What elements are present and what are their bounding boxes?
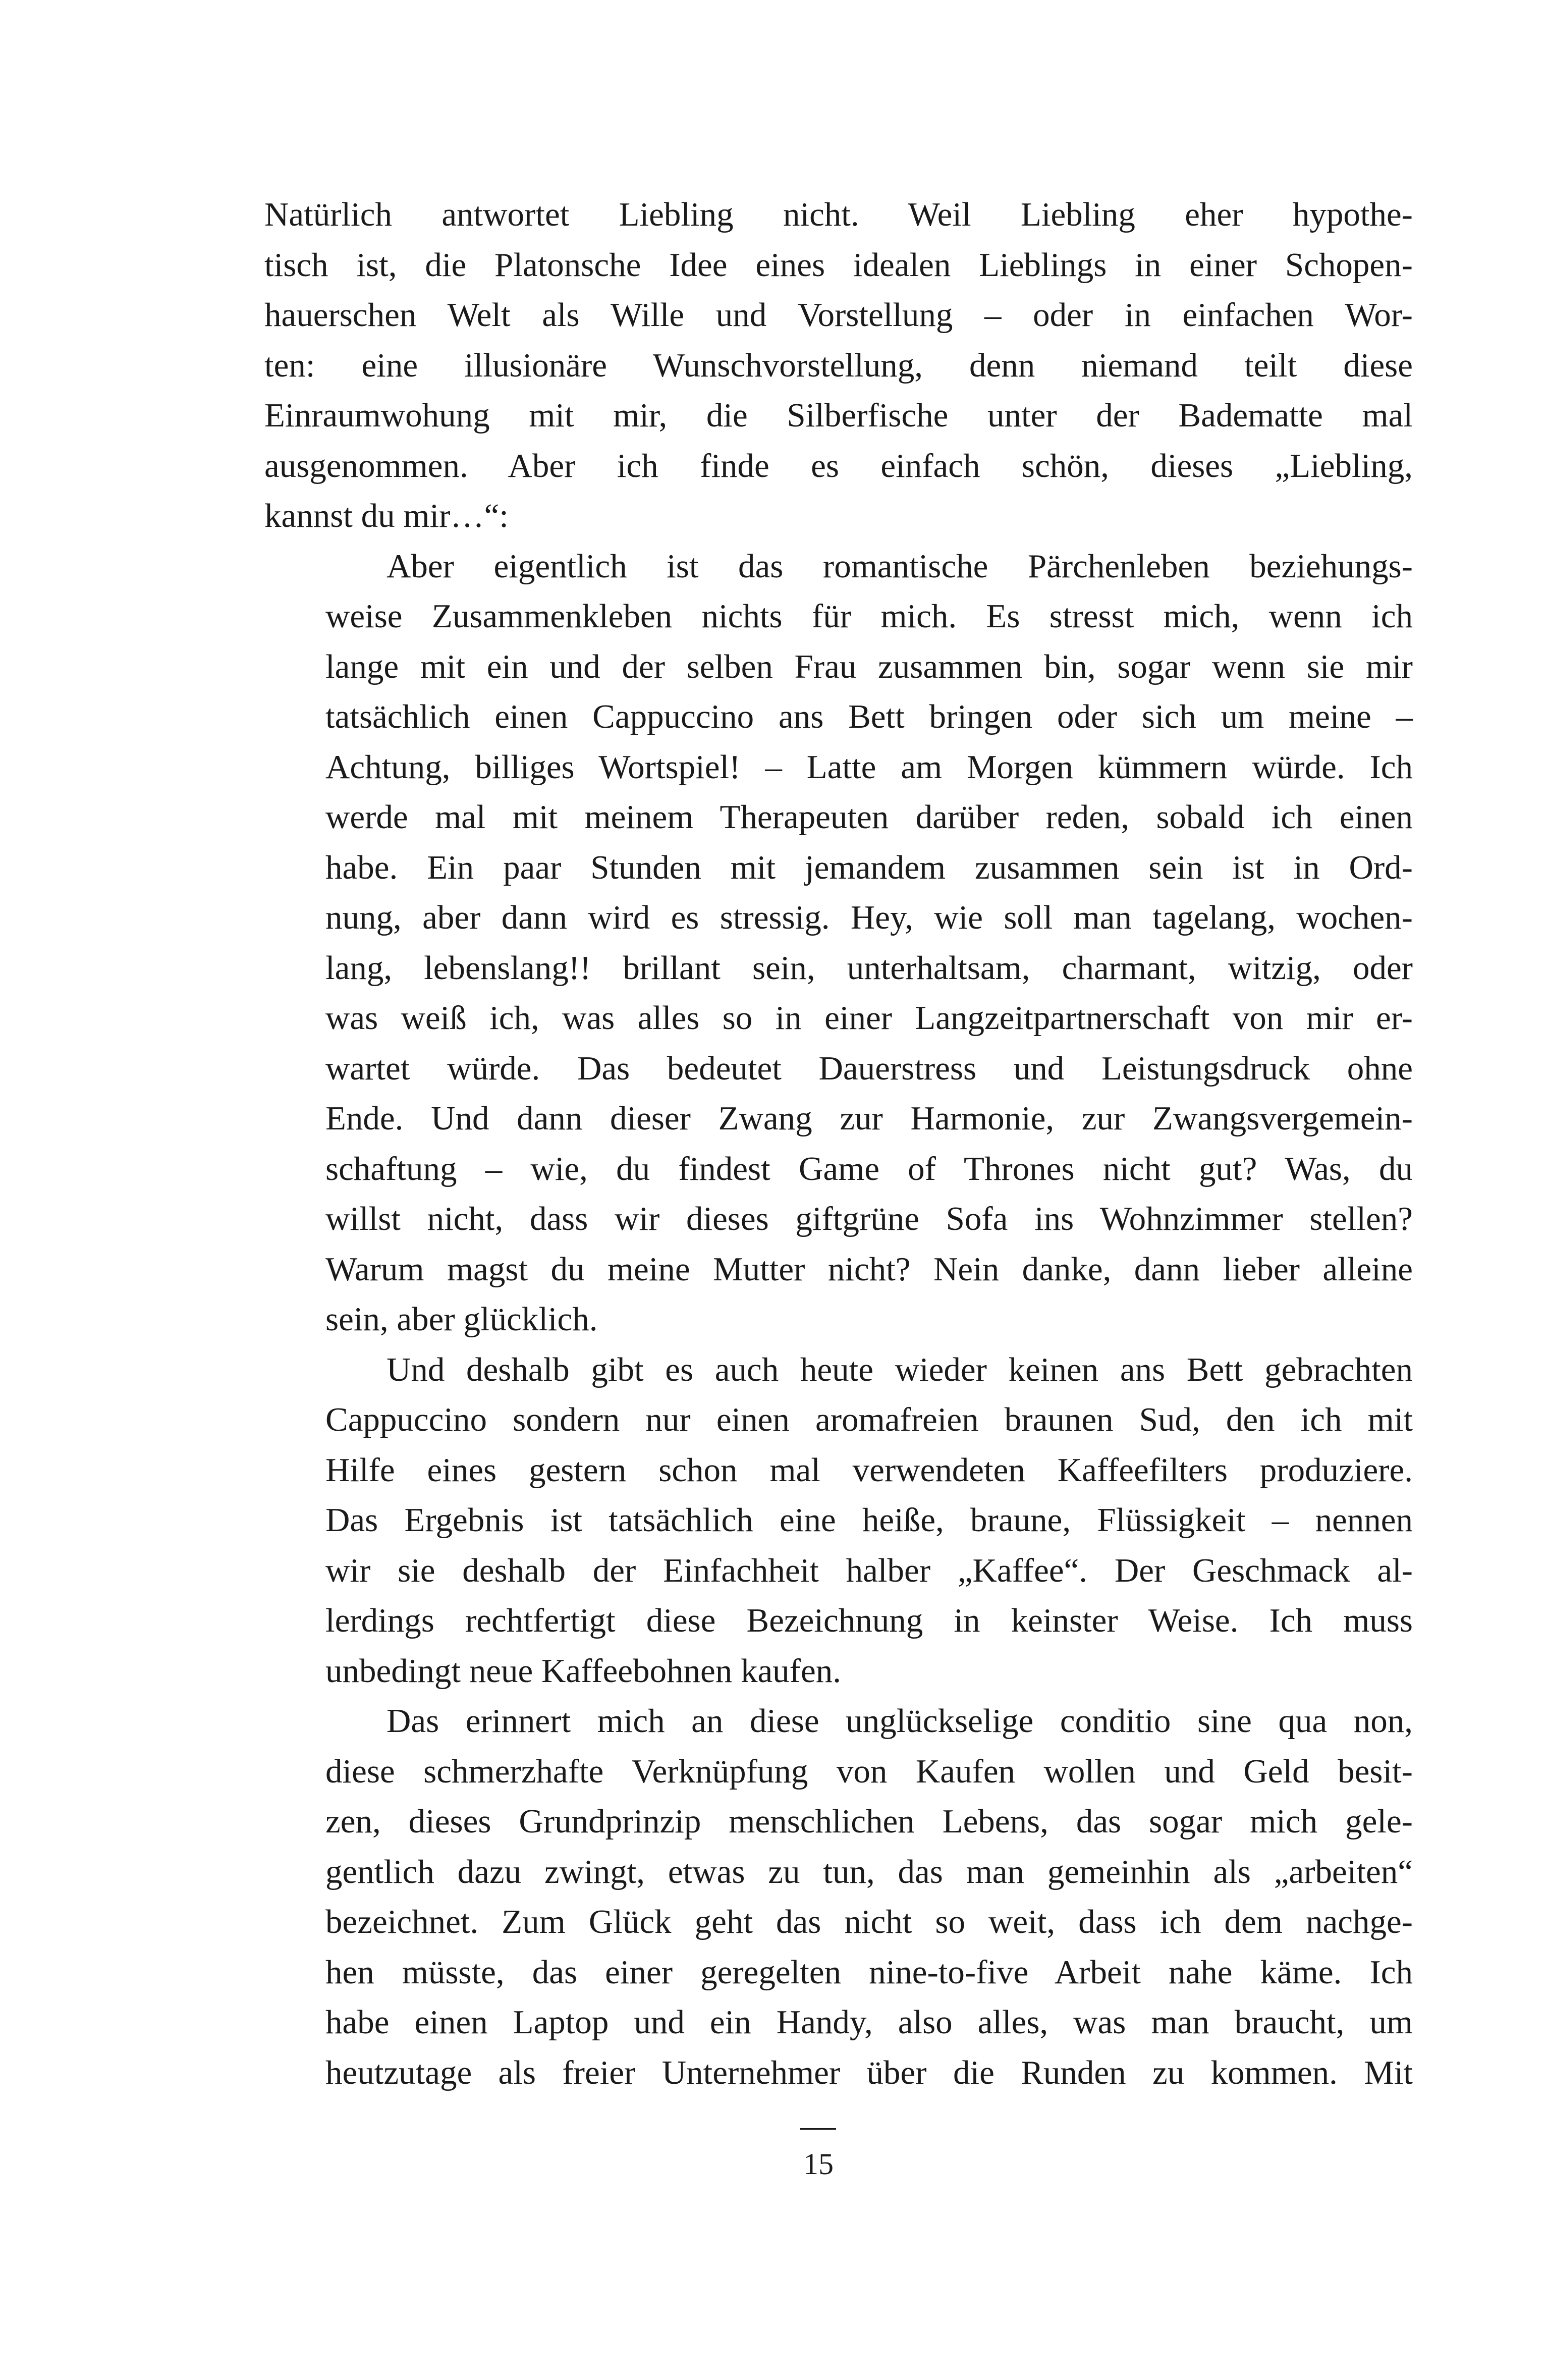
text-line: tisch ist, die Platonsche Idee eines idealen Lieblings in einer Schopen- — [264, 246, 1413, 284]
text-line: gentlich dazu zwingt, etwas zu tun, das man gemeinhin als „arbeiten“ — [325, 1853, 1413, 1890]
text-line: bezeichnet. Zum Glück geht das nicht so weit, dass ich dem nachge- — [325, 1903, 1413, 1940]
text-line: lange mit ein und der selben Frau zusammen bin, sogar wenn sie mir — [325, 647, 1413, 685]
text-line: Ende. Und dann dieser Zwang zur Harmonie, zur Zwangsvergemein- — [325, 1100, 1413, 1137]
paragraph-2 — [264, 542, 1413, 1345]
text-line: habe einen Laptop und ein Handy, also alles, was man braucht, um — [325, 2004, 1413, 2041]
text-line: hen müsste, das einer geregelten nine-to-five Arbeit nahe käme. Ich — [325, 1953, 1413, 1991]
text-line: zen, dieses Grundprinzip menschlichen Lebens, das sogar mich gele- — [325, 1803, 1413, 1840]
text-line: heutzutage als freier Unternehmer über die Runden zu kommen. Mit — [325, 2053, 1413, 2091]
text-line: nung, aber dann wird es stressig. Hey, wie soll man tagelang, wochen- — [325, 899, 1413, 936]
text-line: was weiß ich, was alles so in einer Langzeitpartnerschaft von mir er- — [325, 999, 1413, 1037]
text-line: diese schmerzhafte Verknüpfung von Kaufen wollen und Geld besit- — [325, 1752, 1413, 1790]
page-number-rule — [800, 2128, 836, 2130]
paragraph-4 — [264, 1696, 1413, 2098]
text-line: willst nicht, dass wir dieses giftgrüne Sofa ins Wohnzimmer stellen? — [325, 1200, 1413, 1237]
text-line: Cappuccino sondern nur einen aromafreien braunen Sud, den ich mit — [325, 1401, 1413, 1438]
text-line: wir sie deshalb der Einfachheit halber „Kaffee“. Der Geschmack al- — [325, 1551, 1413, 1589]
text-line: kannst du mir…“: — [264, 497, 509, 534]
text-line: ausgenommen. Aber ich finde es einfach schön, dieses „Liebling, — [264, 447, 1413, 484]
text-line: werde mal mit meinem Therapeuten darüber reden, sobald ich einen — [325, 798, 1413, 836]
paragraph-1 — [264, 190, 1413, 542]
text-line: hauerschen Welt als Wille und Vorstellung – oder in einfachen Wor- — [264, 296, 1413, 334]
text-line: lerdings rechtfertigt diese Bezeichnung in keinster Weise. Ich muss — [325, 1602, 1413, 1639]
text-line: weise Zusammenkleben nichts für mich. Es stresst mich, wenn ich — [325, 598, 1413, 635]
text-line: unbedingt neue Kaffeebohnen kaufen. — [325, 1652, 841, 1690]
text-line: Aber eigentlich ist das romantische Pärchenleben beziehungs- — [386, 547, 1413, 585]
paragraph-3 — [264, 1345, 1413, 1697]
text-line: Hilfe eines gestern schon mal verwendeten Kaffeefilters produziere. — [325, 1451, 1413, 1489]
page-number: 15 — [803, 2147, 834, 2181]
text-line: ten: eine illusionäre Wunschvorstellung, denn niemand teilt diese — [264, 346, 1413, 384]
text-line: Und deshalb gibt es auch heute wieder keinen ans Bett gebrachten — [386, 1350, 1413, 1388]
text-line: sein, aber glücklich. — [325, 1301, 598, 1338]
text-line: schaftung – wie, du findest Game of Thrones nicht gut? Was, du — [325, 1150, 1413, 1187]
text-line: Das erinnert mich an diese unglückselige conditio sine qua non, — [386, 1702, 1413, 1740]
text-line: Das Ergebnis ist tatsächlich eine heiße, braune, Flüssigkeit – nennen — [325, 1501, 1413, 1539]
text-line: tatsächlich einen Cappuccino ans Bett bringen oder sich um meine – — [325, 698, 1413, 735]
text-line: Natürlich antwortet Liebling nicht. Weil Liebling eher hypothe- — [264, 196, 1413, 233]
text-line: Achtung, billiges Wortspiel! – Latte am Morgen kümmern würde. Ich — [325, 748, 1413, 786]
text-line: Einraumwohung mit mir, die Silberfische unter der Badematte mal — [264, 397, 1413, 434]
body-text — [264, 190, 1413, 2098]
text-line: habe. Ein paar Stunden mit jemandem zusammen sein ist in Ord- — [325, 848, 1413, 886]
text-line: Warum magst du meine Mutter nicht? Nein danke, dann lieber alleine — [325, 1250, 1413, 1288]
text-line: lang, lebenslang!! brillant sein, unterhaltsam, charmant, witzig, oder — [325, 949, 1413, 987]
text-line: wartet würde. Das bedeutet Dauerstress und Leistungsdruck ohne — [325, 1049, 1413, 1087]
